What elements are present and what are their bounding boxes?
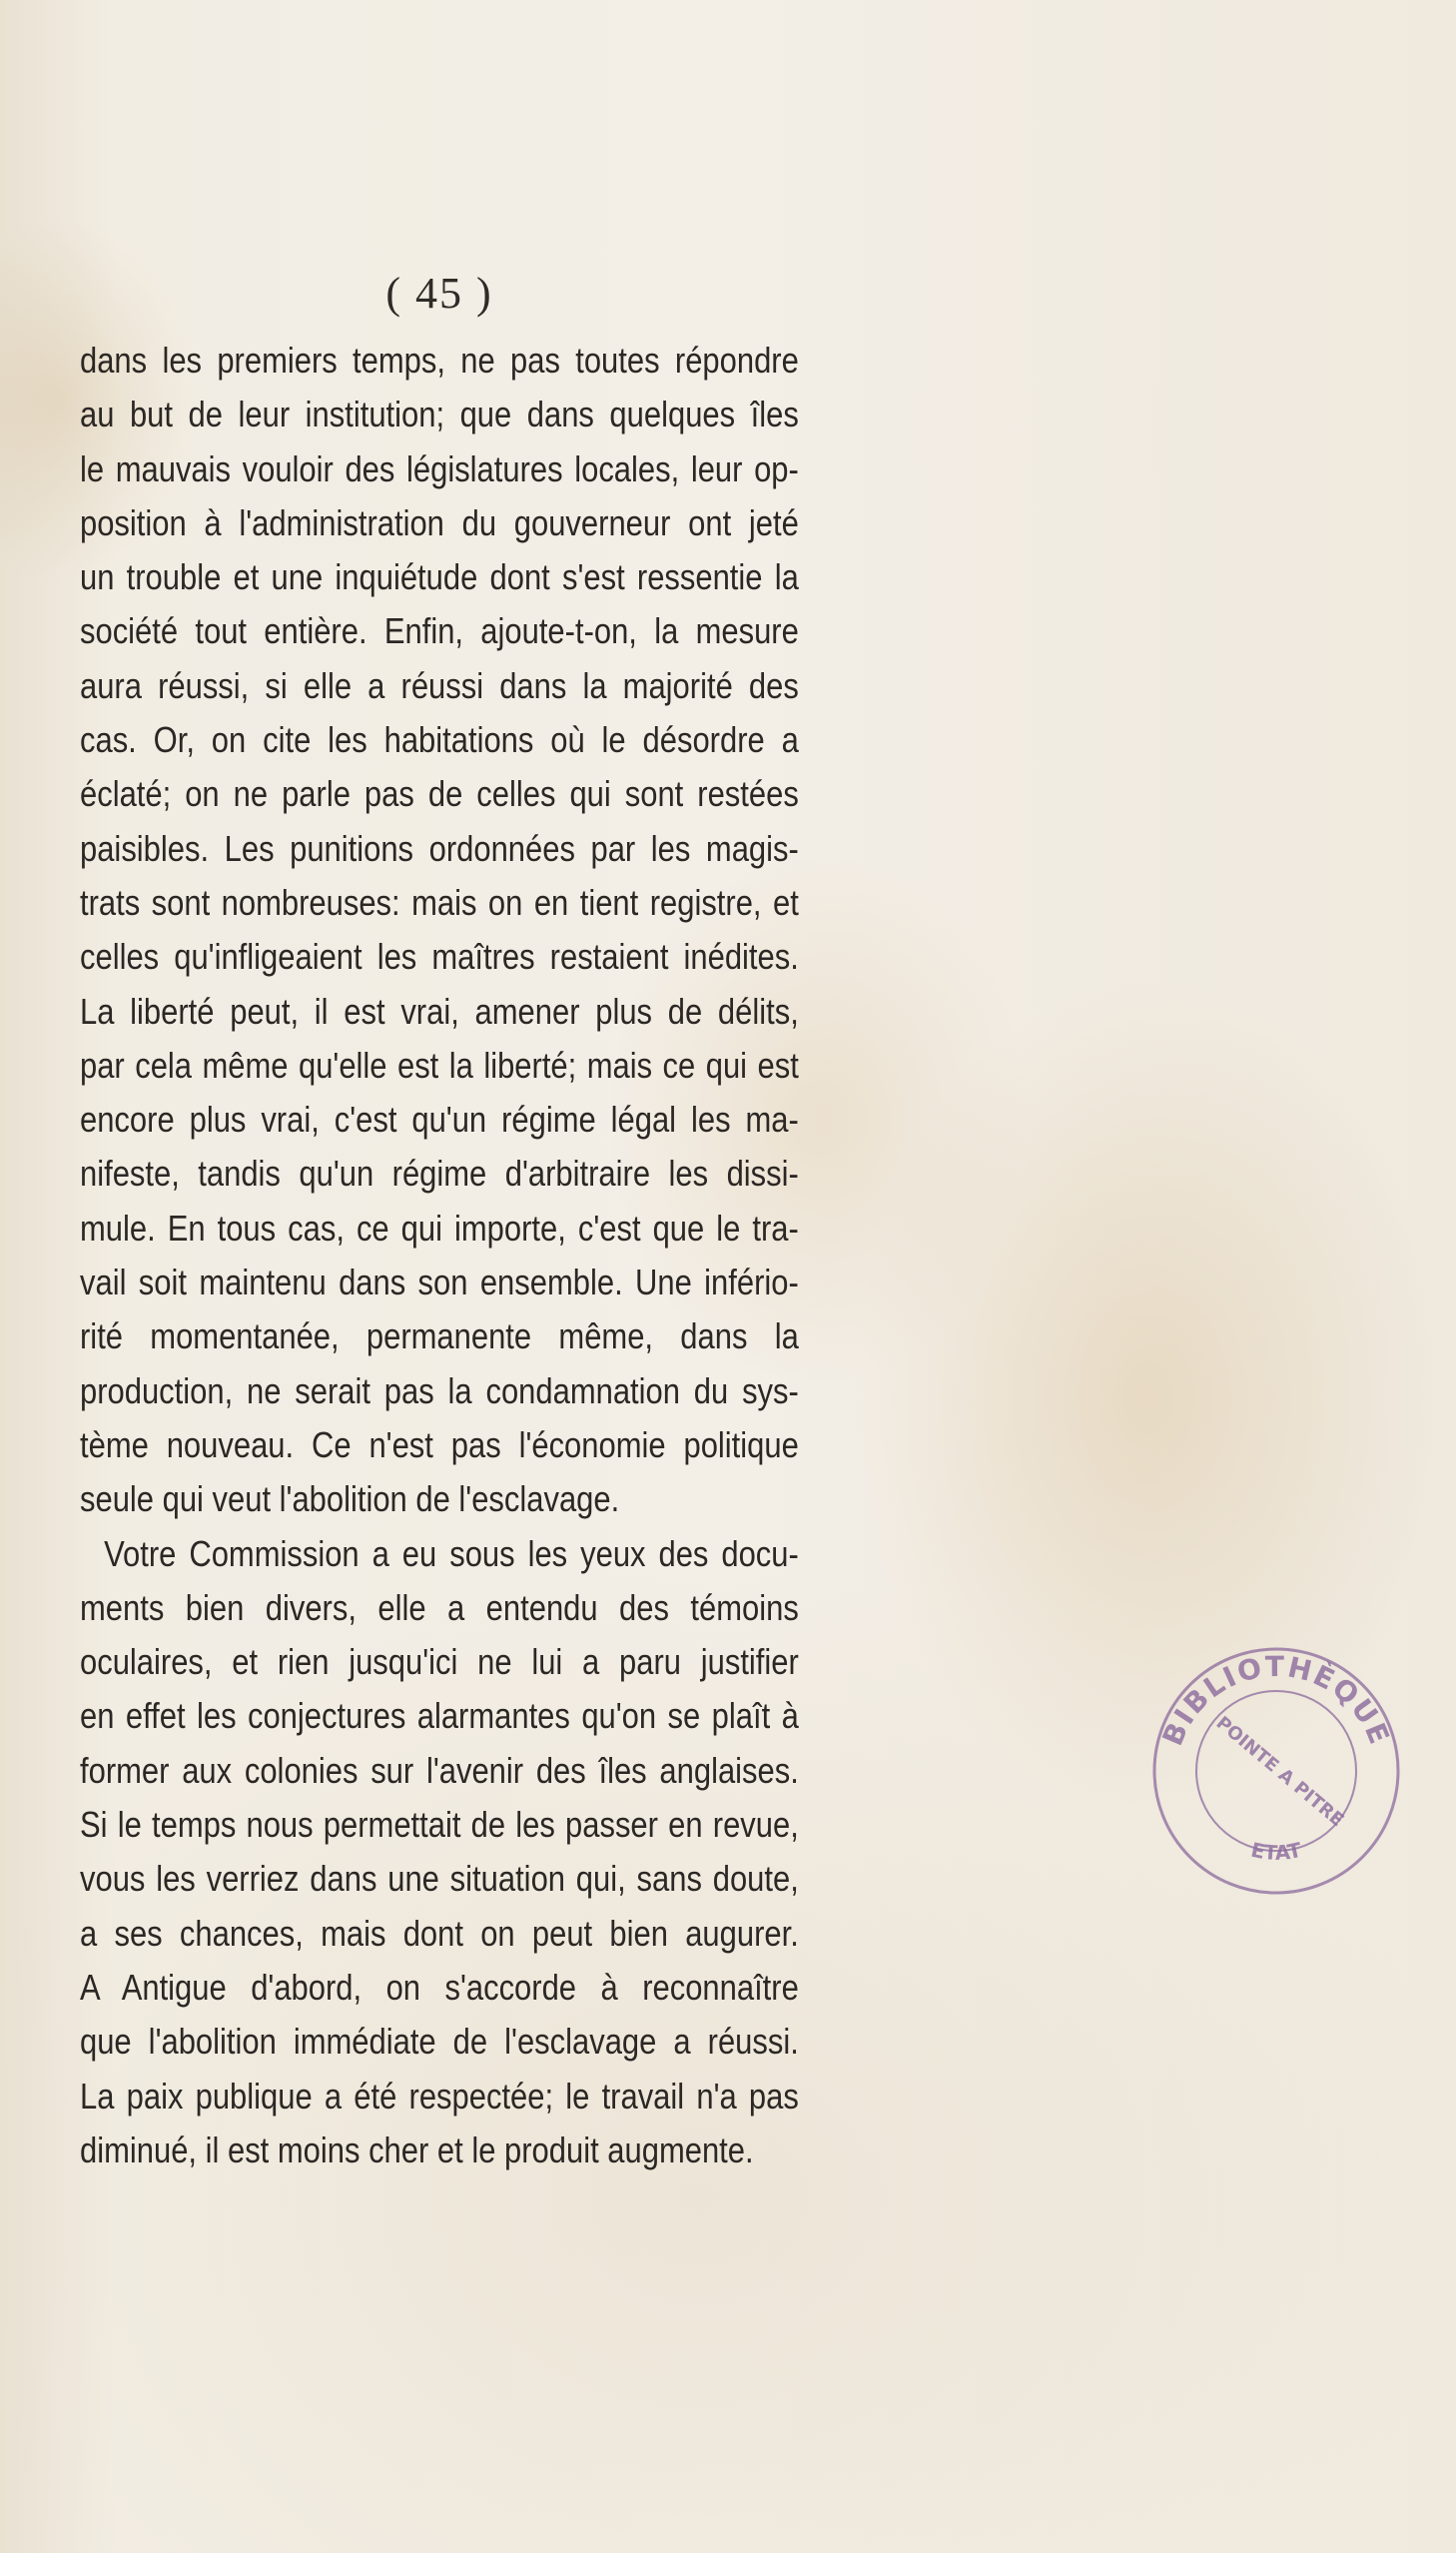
text-line: diminué, il est moins cher et le produit augmente. bbox=[80, 2128, 754, 2170]
stamp-text-middle: POINTE A PITRE bbox=[1211, 1712, 1348, 1832]
body-text bbox=[80, 334, 799, 2177]
text-line: aura réussi, si elle a réussi dans la majorité des bbox=[80, 664, 799, 706]
text-line: un trouble et une inquiétude dont s'est ressentie la bbox=[80, 556, 799, 598]
text-line: dans les premiers temps, ne pas toutes répondre bbox=[80, 340, 799, 381]
text-line: mule. En tous cas, ce qui importe, c'est que le tra- bbox=[80, 1207, 799, 1249]
text-line: oculaires, et rien jusqu'ici ne lui a paru justifier bbox=[80, 1641, 799, 1683]
text-line: production, ne serait pas la condamnation du sys- bbox=[80, 1369, 799, 1411]
text-line: encore plus vrai, c'est qu'un régime légal les ma- bbox=[80, 1099, 799, 1141]
text-line: A Antigue d'abord, on s'accorde à reconnaître bbox=[80, 1966, 799, 2008]
text-line: en effet les conjectures alarmantes qu'on se plaît à bbox=[80, 1695, 799, 1737]
text-line: ments bien divers, elle a entendu des témoins bbox=[80, 1586, 799, 1628]
text-line: tème nouveau. Ce n'est pas l'économie politique bbox=[80, 1423, 799, 1465]
text-line: le mauvais vouloir des législatures locales, leur op- bbox=[80, 447, 799, 489]
text-line: celles qu'infligeaient les maîtres restaient inédites. bbox=[80, 936, 799, 978]
text-line: former aux colonies sur l'avenir des îles anglaises. bbox=[80, 1749, 799, 1791]
text-line: La liberté peut, il est vrai, amener plus de délits, bbox=[80, 990, 799, 1032]
text-line: a ses chances, mais dont on peut bien augurer. bbox=[80, 1912, 799, 1954]
stamp-text-bottom: ETAT bbox=[1248, 1837, 1304, 1866]
text-line: Votre Commission a eu sous les yeux des docu- bbox=[104, 1532, 799, 1574]
text-line: vous les verriez dans une situation qui, sans doute, bbox=[80, 1858, 799, 1900]
stamp-text-top: BIBLIOTHÈQUE bbox=[1155, 1649, 1397, 1751]
text-line: par cela même qu'elle est la liberté; mais ce qui est bbox=[80, 1044, 799, 1086]
text-line: paisibles. Les punitions ordonnées par les magis- bbox=[80, 827, 799, 869]
text-line: société tout entière. Enfin, ajoute-t-on, la mesure bbox=[80, 610, 799, 652]
text-line: rité momentanée, permanente même, dans la bbox=[80, 1315, 799, 1357]
text-line: vail soit maintenu dans son ensemble. Une infério- bbox=[80, 1262, 799, 1303]
page-number: ( 45 ) bbox=[385, 269, 493, 318]
library-stamp bbox=[1136, 1626, 1416, 1906]
text-line: nifeste, tandis qu'un régime d'arbitraire les dissi- bbox=[80, 1153, 799, 1195]
text-line: cas. Or, on cite les habitations où le désordre a bbox=[80, 719, 799, 761]
text-line: La paix publique a été respectée; le travail n'a pas bbox=[80, 2075, 799, 2117]
text-line: éclaté; on ne parle pas de celles qui sont restées bbox=[80, 773, 799, 815]
text-line: que l'abolition immédiate de l'esclavage a réussi. bbox=[80, 2021, 799, 2063]
text-line: Si le temps nous permettait de les passer en revue, bbox=[80, 1804, 799, 1846]
text-line: seule qui veut l'abolition de l'esclavage. bbox=[80, 1478, 620, 1520]
text-line: position à l'administration du gouverneur ont jeté bbox=[80, 501, 799, 543]
text-line: trats sont nombreuses: mais on en tient registre, et bbox=[80, 881, 799, 923]
text-line: au but de leur institution; que dans quelques îles bbox=[80, 394, 799, 435]
